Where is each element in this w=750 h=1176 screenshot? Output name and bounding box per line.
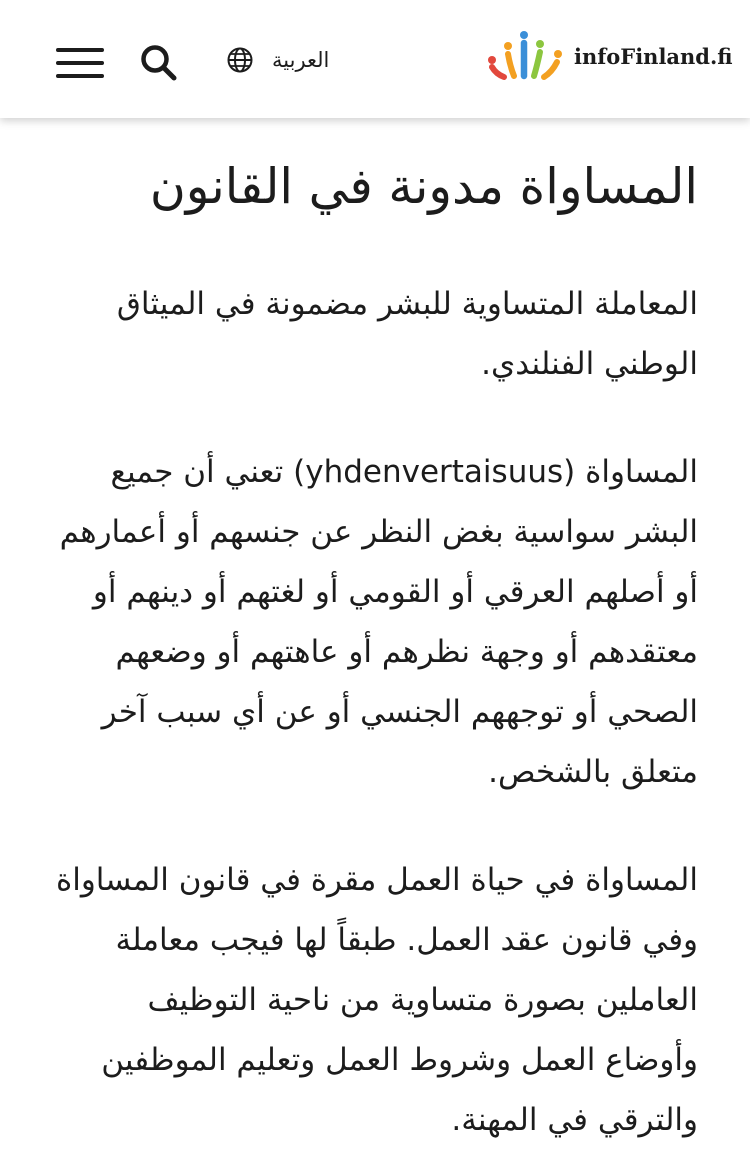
globe-icon (226, 46, 254, 74)
hamburger-menu-icon[interactable] (56, 46, 104, 80)
logo-wordmark: infoFinland.fi (574, 43, 733, 69)
menu-bar (56, 61, 104, 65)
menu-bar (56, 48, 104, 52)
language-switcher[interactable] (226, 42, 329, 78)
paragraph-working-life: المساواة في حياة العمل مقرة في قانون المساواة وفي قانون عقد العمل. طبقاً لها فيجب معاملة العاملين بصورة متساوية من ناحية التوظيف وأوضاع العمل وشروط العمل وتعليم الموظفين والترقي في المهنة. (55, 862, 698, 1138)
search-icon (138, 42, 180, 84)
language-label: العربية (272, 48, 330, 72)
search-button[interactable] (138, 42, 180, 84)
menu-bar (56, 74, 104, 78)
paragraph-charter: المعاملة المتساوية للبشر مضمونة في الميثاق الوطني الفنلندي. (116, 286, 698, 382)
colorful-people-logo-icon (486, 30, 568, 82)
site-logo[interactable] (486, 30, 733, 82)
page-title: المساواة مدونة في القانون (149, 158, 698, 215)
article-content (54, 118, 698, 1150)
site-header (0, 0, 750, 118)
paragraph-equality-definition: المساواة (yhdenvertaisuus) تعني أن جميع البشر سواسية بغض النظر عن جنسهم أو أعمارهم أو أصلهم العرقي أو القومي أو لغتهم أو دينهم أو معتقدهم أو وجهة نظرهم أو عاهتهم أو وضعهم الصحي أو توجههم الجنسي أو عن أي سبب آخر متعلق بالشخص. (59, 454, 698, 790)
